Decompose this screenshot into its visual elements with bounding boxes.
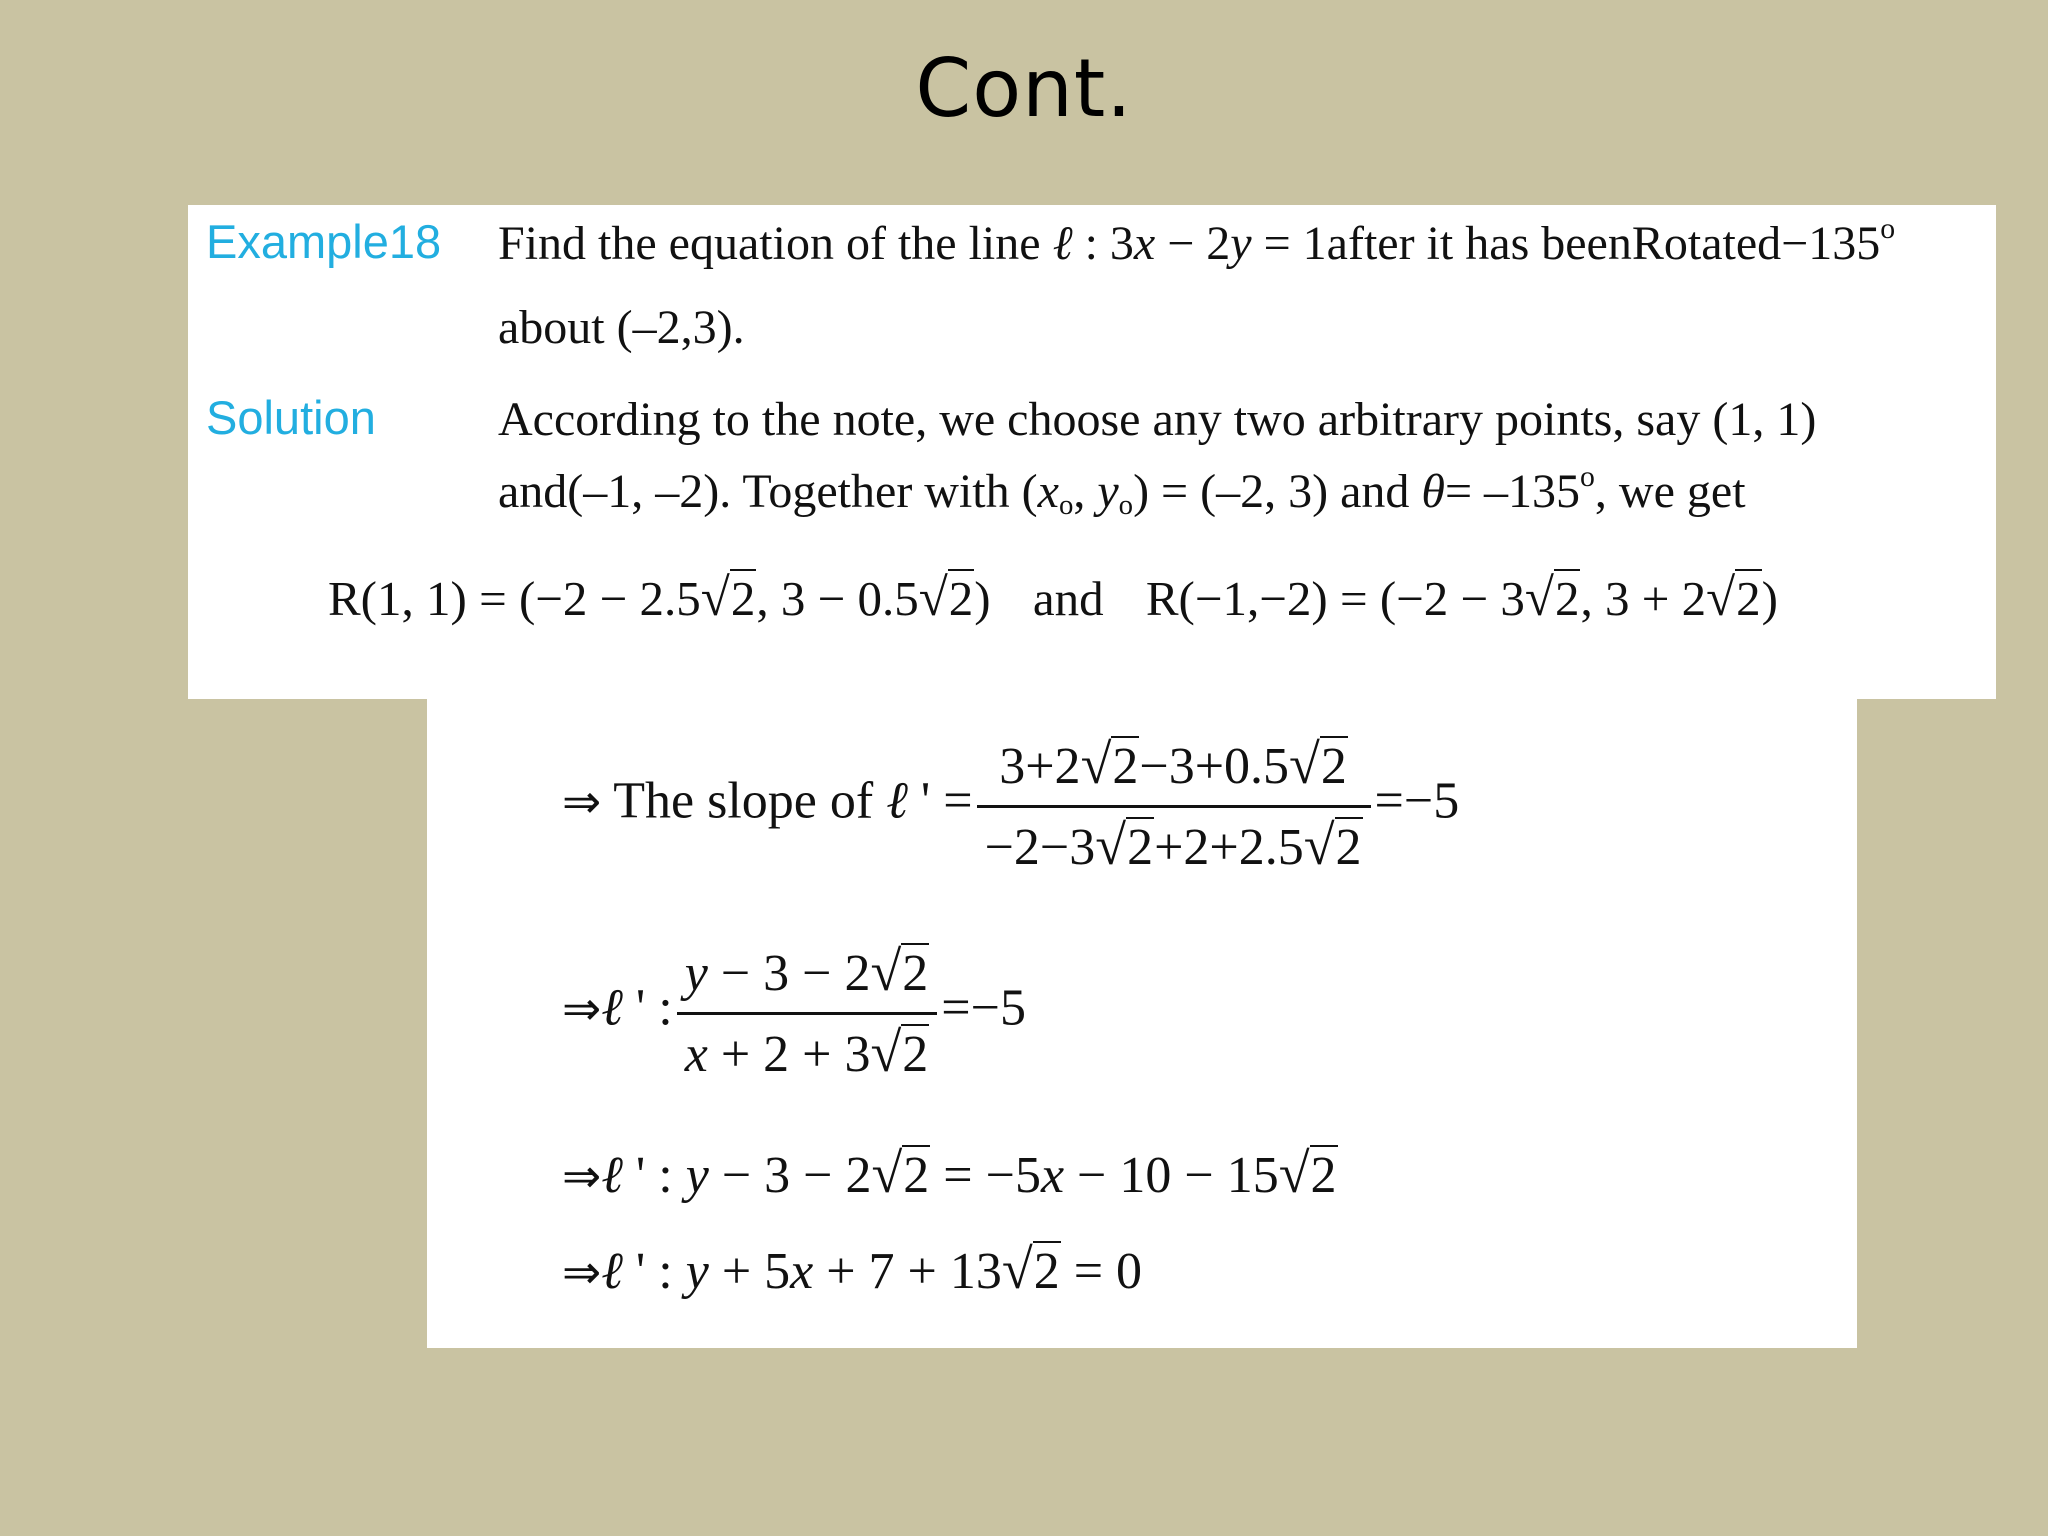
implies-arrow: ⇒ — [562, 1150, 602, 1204]
ell-symbol: ℓ — [601, 1243, 623, 1300]
sqrt-symbol: √2 — [870, 1022, 929, 1084]
rotation-r2-text: ) — [1761, 571, 1778, 626]
example-question-line-2: about (–2,3). — [498, 301, 745, 354]
example-label: Example18 — [206, 215, 442, 268]
sqrt-symbol: √2 — [1289, 734, 1347, 796]
solution-text: ) = (–2, 3) and — [1133, 465, 1422, 518]
sqrt-symbol: √2 — [1524, 569, 1580, 627]
point-slope-fraction — [677, 940, 938, 1085]
point-slope-result: =−5 — [941, 979, 1026, 1037]
rotation-r1-text: , 3 − 0.5 — [756, 571, 919, 626]
ell-symbol: ℓ — [601, 1147, 623, 1204]
solution-text: = –135 — [1444, 465, 1581, 518]
sqrt-symbol: √2 — [871, 1143, 930, 1205]
example-text: − 2 — [1155, 217, 1231, 270]
subscript-o: o — [1058, 489, 1074, 522]
rotation-r1-text: ) — [974, 571, 991, 626]
var-x: x — [1133, 217, 1156, 270]
slope-text: The slope of — [601, 772, 887, 830]
degree-mark: o — [1880, 212, 1896, 246]
rotation-results — [328, 568, 1778, 628]
sqrt-symbol: √2 — [1080, 734, 1139, 796]
slope-denominator: −2−3√2+2+2.5√2 — [984, 815, 1362, 877]
slope-numerator: 3+2√2−3+0.5√2 — [977, 733, 1371, 808]
solution-line-2 — [498, 460, 1746, 522]
subscript-o: o — [1118, 489, 1134, 522]
rotation-r1-text: R(1, 1) = (−2 − 2.5 — [328, 571, 701, 626]
implies-arrow: ⇒ — [562, 775, 602, 830]
slope-result: =−5 — [1374, 772, 1460, 830]
degree-mark: o — [1580, 460, 1595, 494]
and-word: and — [1032, 571, 1104, 626]
example-question-line-1 — [498, 212, 1896, 271]
example-text: Find the equation of the line — [498, 217, 1053, 270]
var-y: y — [1230, 217, 1252, 270]
point-slope-denominator: x + 2 + 3√2 — [684, 1022, 929, 1084]
theta-symbol: θ — [1421, 465, 1445, 518]
implies-arrow: ⇒ — [562, 982, 602, 1037]
example-text: : 3 — [1072, 217, 1134, 270]
point-slope-numerator: y − 3 − 2√2 — [677, 940, 938, 1015]
rotation-r2-text: , 3 + 2 — [1580, 571, 1707, 626]
derivation-step-final: ⇒ℓ ' : y + 5x + 7 + 13√2 = 0 — [562, 1239, 1143, 1301]
implies-arrow: ⇒ — [562, 1246, 602, 1300]
var-x0: x — [1037, 465, 1059, 518]
sqrt-symbol: √2 — [1303, 815, 1362, 877]
var-y0: y — [1097, 465, 1119, 518]
sqrt-symbol: √2 — [1706, 569, 1761, 627]
derivation-step-expand: ⇒ℓ ' : y − 3 − 2√2 = −5x − 10 − 15√2 — [562, 1143, 1337, 1205]
derivation-step-slope — [562, 733, 1459, 878]
sqrt-symbol: √2 — [700, 569, 756, 627]
sqrt-symbol: √2 — [1095, 815, 1154, 877]
solution-line-1: According to the note, we choose any two arbitrary points, say (1, 1) — [498, 393, 1817, 446]
solution-text: and(–1, –2). Together with ( — [498, 465, 1038, 518]
ell-symbol: ℓ — [601, 979, 623, 1037]
slope-text: ' = — [907, 772, 973, 830]
example-text: = 1after it has beenRotated−135 — [1251, 217, 1881, 270]
ell-symbol: ℓ — [886, 772, 908, 830]
solution-label: Solution — [206, 391, 376, 444]
ell-symbol: ℓ — [1052, 217, 1073, 270]
solution-text: , — [1073, 465, 1098, 518]
slide-title: Cont. — [915, 42, 1133, 135]
solution-text: , we get — [1594, 465, 1746, 518]
rotation-r2-text: R(−1,−2) = (−2 − 3 — [1145, 571, 1525, 626]
sqrt-symbol: √2 — [918, 569, 974, 627]
sqrt-symbol: √2 — [870, 941, 929, 1003]
derivation-step-point-slope: ⇒ℓ ' : $\frac{y - 3 - 2√2}{x + 2 + 3√2}$ =−5 — [562, 941, 1026, 1084]
sqrt-symbol: √2 — [1278, 1143, 1337, 1205]
slope-fraction — [977, 733, 1371, 878]
sqrt-symbol: √2 — [1001, 1239, 1060, 1301]
